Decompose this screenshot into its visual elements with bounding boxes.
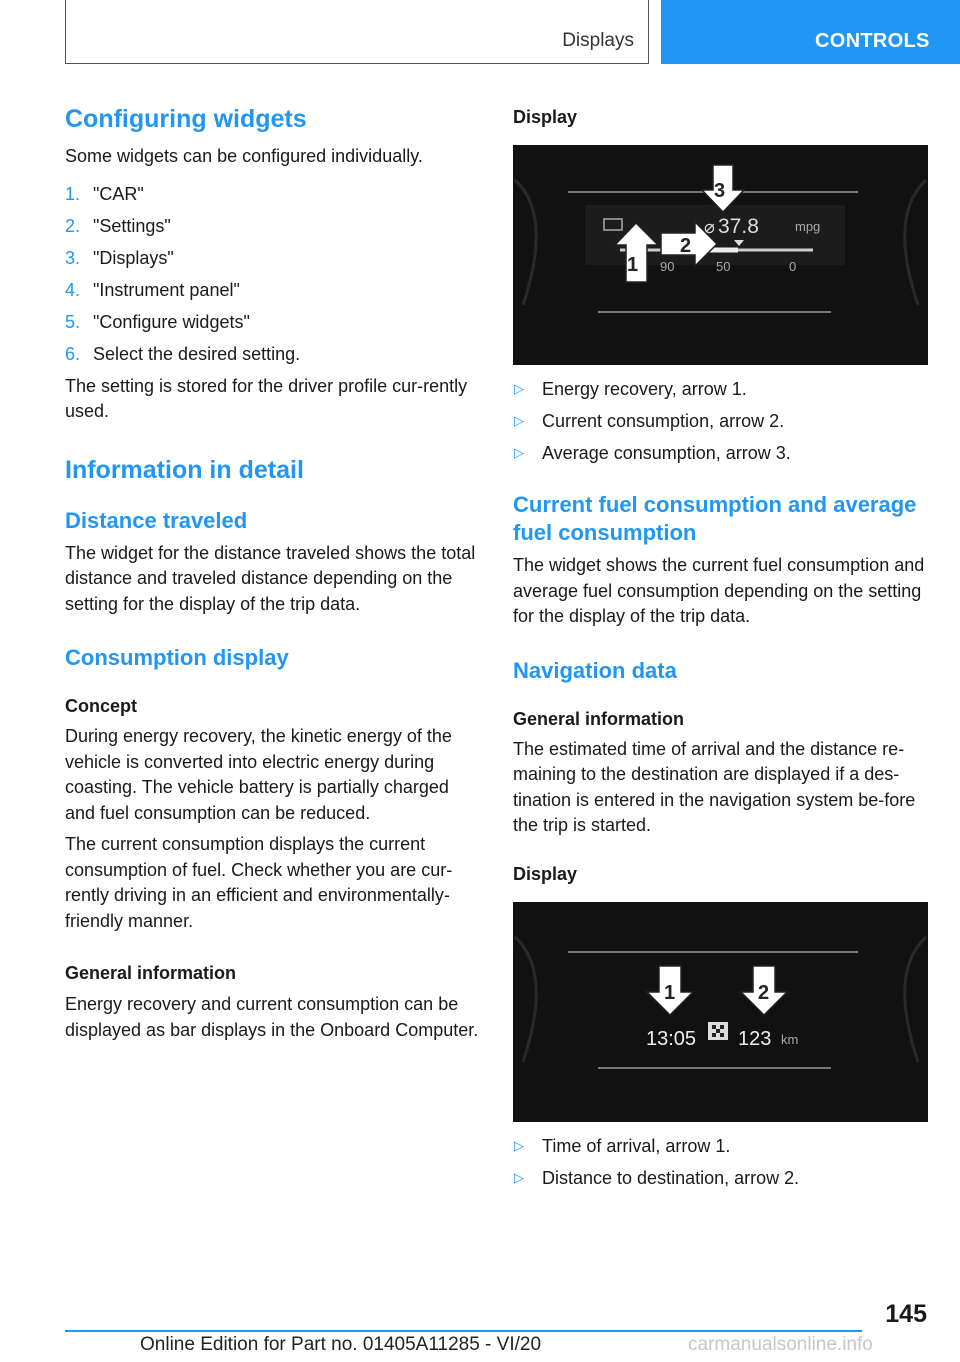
step-number: 6. xyxy=(65,343,81,364)
arrow-3-label: 3 xyxy=(714,180,726,202)
navigation-bullets xyxy=(513,1130,929,1194)
arrow-2-label: 2 xyxy=(680,235,692,257)
navigation-paragraph: The estimated time of arrival and the distance re-maining to the destination are displayed if a des-tination is entered in the navigation system be-fore the trip is started. xyxy=(513,738,916,835)
bullet-item xyxy=(513,405,929,437)
page-number: 145 xyxy=(885,1300,927,1328)
step-item xyxy=(65,306,480,338)
chapter-tab xyxy=(661,0,960,64)
step-text: Select the desired setting. xyxy=(93,343,301,364)
arrival-time: 13:05 xyxy=(646,1027,697,1050)
triangle-bullet-icon: ▷ xyxy=(514,413,524,428)
step-text: "Instrument panel" xyxy=(93,279,240,300)
concept-paragraph-2: The current consumption displays the current consumption of fuel. Check whether you are cur-rently driving in an efficient and environmentally-friendly manner. xyxy=(65,834,453,931)
setting-stored-note: The setting is stored for the driver profile cur-rently used. xyxy=(65,375,468,421)
bullet-item xyxy=(513,437,929,469)
arrow-2-label: 2 xyxy=(758,981,770,1004)
heading-navigation-data: Navigation data xyxy=(513,657,677,683)
scale-label: 50 xyxy=(716,259,731,274)
footer-edition: Online Edition for Part no. 01405A11285 - VI/20 xyxy=(140,1334,542,1355)
section-title: Displays xyxy=(562,30,634,51)
arrow-1-label: 1 xyxy=(627,254,639,276)
step-number: 4. xyxy=(65,279,81,300)
heading-configuring-widgets: Configuring widgets xyxy=(65,105,307,133)
scale-label: 90 xyxy=(660,259,675,274)
bullet-text: Current consumption, arrow 2. xyxy=(542,411,785,431)
triangle-bullet-icon: ▷ xyxy=(514,381,524,396)
right-column xyxy=(513,100,929,1194)
heading-display-2: Display xyxy=(513,863,578,884)
step-text: "CAR" xyxy=(93,183,144,204)
svg-text:⌀: ⌀ xyxy=(704,217,715,238)
consumption-bullets xyxy=(513,373,929,469)
triangle-bullet-icon: ▷ xyxy=(514,1169,524,1185)
chapter-title: CONTROLS xyxy=(815,30,930,52)
step-item xyxy=(65,274,480,306)
heading-consumption-display: Consumption display xyxy=(65,645,289,670)
bullet-text: Energy recovery, arrow 1. xyxy=(542,379,747,399)
bullet-item xyxy=(513,1130,929,1162)
bullet-text: Average consumption, arrow 3. xyxy=(542,443,791,463)
step-text: "Settings" xyxy=(93,215,171,236)
bullet-text: Distance to destination, arrow 2. xyxy=(542,1167,800,1188)
current-consumption-paragraph: The widget shows the current fuel consumption and average fuel consumption depending on the setting for the display of the trip data. xyxy=(513,555,925,626)
general-paragraph: Energy recovery and current consumption can be displayed as bar displays in the Onboard Computer. xyxy=(65,994,479,1040)
header-section-box xyxy=(65,0,649,64)
arrow-1-label: 1 xyxy=(664,981,676,1004)
step-number: 5. xyxy=(65,311,81,332)
distance-paragraph: The widget for the distance traveled shows the total distance and traveled distance depending on the setting for the display of the trip data. xyxy=(65,542,476,614)
triangle-bullet-icon: ▷ xyxy=(514,1137,524,1153)
heading-general-information-nav: General information xyxy=(513,708,685,729)
consumption-display-figure xyxy=(513,145,928,365)
config-steps xyxy=(65,178,480,370)
step-item xyxy=(65,338,480,370)
concept-paragraph-1: During energy recovery, the kinetic energy of the vehicle is converted into electric energy during coasting. The vehicle battery is partially charged and fuel consumption can be reduced. xyxy=(65,726,452,823)
distance-unit: km xyxy=(781,1031,799,1047)
step-text: "Configure widgets" xyxy=(93,311,250,332)
consumption-unit: mpg xyxy=(795,219,821,234)
triangle-bullet-icon: ▷ xyxy=(514,445,524,460)
heading-general-information: General information xyxy=(65,963,237,983)
heading-display-1: Display xyxy=(513,107,578,127)
step-number: 2. xyxy=(65,215,81,236)
heading-concept: Concept xyxy=(65,696,137,716)
step-text: "Displays" xyxy=(93,247,174,268)
scale-label: 0 xyxy=(789,259,797,274)
step-item xyxy=(65,210,480,242)
watermark: carmanualsonline.info xyxy=(688,1334,873,1355)
bullet-item xyxy=(513,1162,929,1194)
step-item xyxy=(65,242,480,274)
config-intro: Some widgets can be configured individually. xyxy=(65,146,423,166)
step-item xyxy=(65,178,480,210)
footer-rule xyxy=(65,1330,862,1332)
average-consumption-value: 37.8 xyxy=(718,215,759,238)
heading-distance-traveled: Distance traveled xyxy=(65,507,248,533)
bullet-text: Time of arrival, arrow 1. xyxy=(542,1135,731,1156)
remaining-distance: 123 xyxy=(738,1027,772,1050)
left-column xyxy=(65,100,480,1043)
step-number: 1. xyxy=(65,183,81,204)
heading-information-in-detail: Information in detail xyxy=(65,455,304,484)
step-number: 3. xyxy=(65,247,81,268)
navigation-display-figure xyxy=(513,902,928,1122)
bullet-item xyxy=(513,373,929,405)
heading-current-fuel-consumption: Current fuel consumption and average fuel consumption xyxy=(513,492,917,545)
